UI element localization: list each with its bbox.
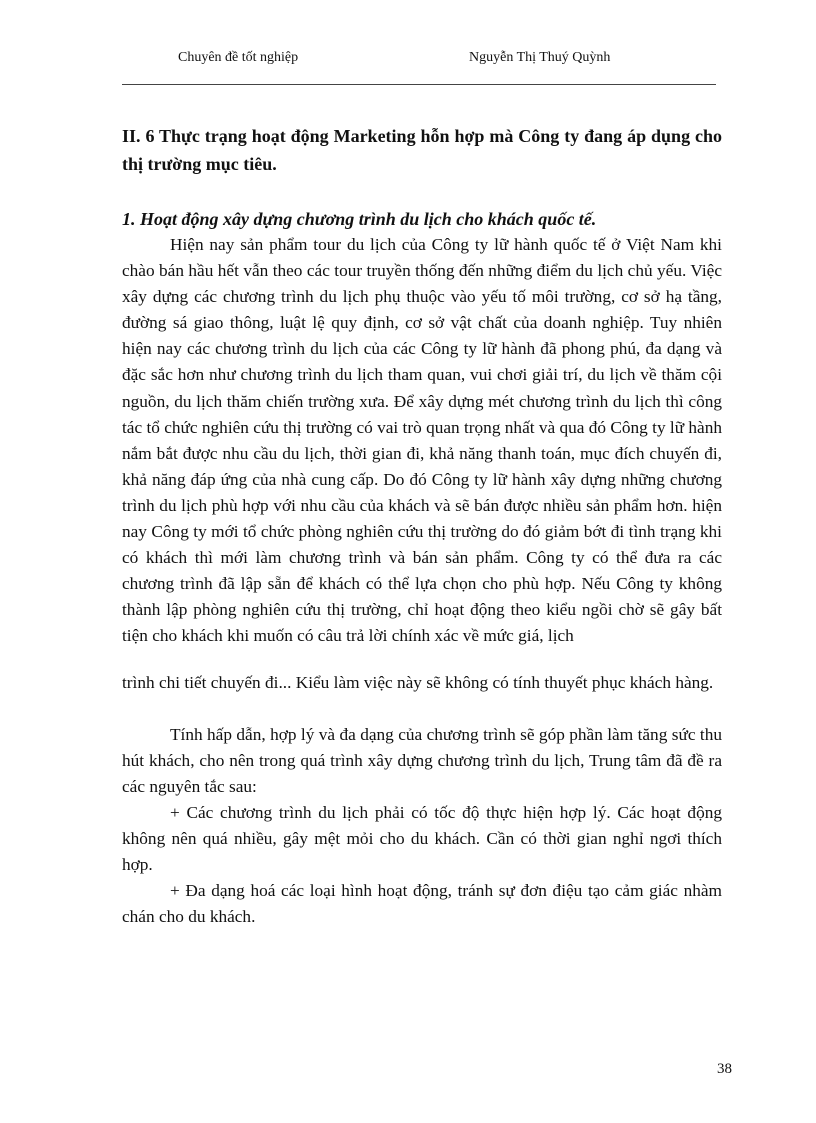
principle-item-2: + Đa dạng hoá các loại hình hoạt động, tránh sự đơn điệu tạo cảm giác nhàm chán cho du khách. — [122, 881, 722, 927]
page-content — [122, 122, 722, 930]
paragraph-1: Hiện nay sản phẩm tour du lịch của Công ty lữ hành quốc tế ở Việt Nam khi chào bán hầu hết vẫn theo các tour truyền thống đến những điểm du lịch chủ yếu. Việc xây dựng các chương trình du lịch phụ thuộc vào yếu tố môi trường, cơ sở hạ tầng, đường sá giao thông, luật lệ quy định, cơ sở vật chất của doanh nghiệp. Tuy nhiên hiện nay các chương trình du lịch của các Công ty lữ hành đã phong phú, đa dạng và đặc sắc hơn như chương trình du lịch tham quan, vui chơi giải trí, du lịch về thăm cội nguồn, du lịch thăm chiến trường xưa. Để xây dựng mét chương trình du lịch thì công tác tổ chức nghiên cứu thị trường có vai trò quan trọng nhất và qua đó Công ty lữ hành nắm bắt được nhu cầu du lịch, thời gian đi, khả năng thanh toán, mục đích chuyến đi, khả năng đáp ứng của nhà cung cấp. Do đó Công ty lữ hành xây dựng những chương trình du lịch phù hợp với nhu cầu của khách và sẽ bán được nhiều sản phẩm hơn. hiện nay Công ty mới tổ chức phòng nghiên cứu thị trường do đó giảm bớt đi tình trạng khi có khách thì mới làm chương trình và bán sản phẩm. Công ty có thể đưa ra các chương trình đã lập sẵn để khách có thể lựa chọn cho phù hợp. Nếu Công ty không thành lập phòng nghiên cứu thị trường, chỉ hoạt động theo kiểu ngồi chờ sẽ gây bất tiện cho khách khi muốn có câu trả lời chính xác về mức giá, lịch — [122, 235, 722, 646]
header-right-text: Nguyễn Thị Thuý Quỳnh — [469, 50, 611, 65]
header-left-text: Chuyên đề tốt nghiệp — [178, 50, 299, 65]
subsection-title: 1. Hoạt động xây dựng chương trình du lịch cho khách quốc tế. — [122, 209, 597, 229]
page-number: 38 — [717, 1061, 732, 1077]
header-rule — [122, 84, 716, 85]
paragraph-3: Tính hấp dẫn, hợp lý và đa dạng của chương trình sẽ góp phần làm tăng sức thu hút khách, cho nên trong quá trình xây dựng chương trình du lịch, Trung tâm đã đề ra các nguyên tắc sau: — [122, 724, 722, 796]
paragraph-2: trình chi tiết chuyến đi... Kiểu làm việc này sẽ không có tính thuyết phục khách hàng. — [122, 672, 714, 692]
page-header — [0, 50, 816, 72]
principle-item-1: + Các chương trình du lịch phải có tốc độ thực hiện hợp lý. Các hoạt động không nên quá nhiều, gây mệt mỏi cho du khách. Cần có thời gian nghỉ ngơi thích hợp. — [122, 802, 722, 875]
section-title: II. 6 Thực trạng hoạt động Marketing hỗn hợp mà Công ty đang áp dụng cho thị trường mục tiêu. — [122, 126, 722, 174]
